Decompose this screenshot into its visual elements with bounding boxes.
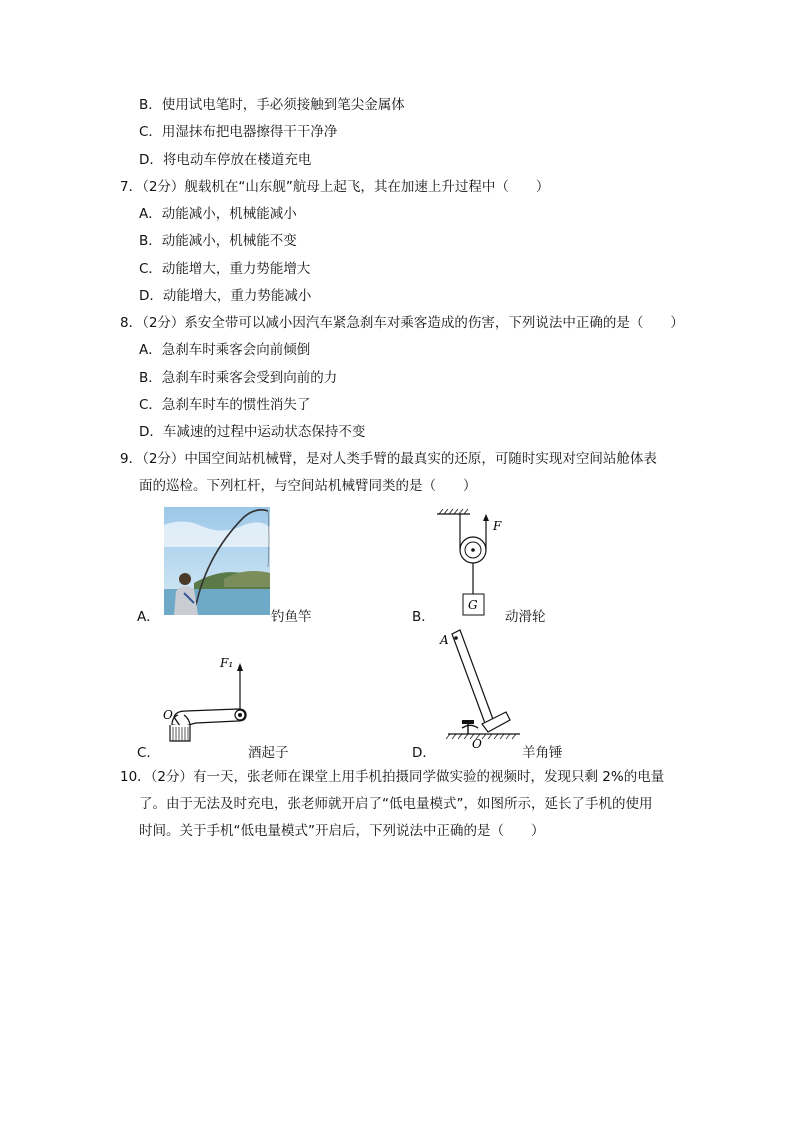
q8-option-a: A．急刹车时乘客会向前倾倒 (139, 342, 311, 358)
movable-pulley-diagram (432, 506, 512, 618)
q7-option-c: C．动能增大，重力势能增大 (139, 261, 311, 277)
q10-stem-line2: 了。由于无法及时充电，张老师就开启了“低电量模式”，如图所示，延长了手机的使用 (139, 796, 653, 812)
q9-choice-d-caption: 羊角锤 (522, 745, 563, 761)
q6-option-b: B．使用试电笔时，手必须接触到笔尖金属体 (139, 97, 405, 113)
q9-stem-line1: 9．（2分）中国空间站机械臂，是对人类手臂的最真实的还原，可随时实现对空间站舱体表 (120, 451, 657, 467)
q10-stem-line1: 10．（2分）有一天，张老师在课堂上用手机拍摄同学做实验的视频时，发现只剩 2%的电量 (120, 769, 665, 785)
q9-choice-c-caption: 酒起子 (248, 745, 289, 761)
pivot-label-o: O (163, 708, 173, 722)
q9-choice-c-letter: C． (137, 745, 160, 761)
force-label-f: F (493, 519, 502, 533)
q7-option-b: B．动能减小，机械能不变 (139, 233, 297, 249)
weight-label-g: G (468, 598, 478, 612)
q9-choice-b-letter: B． (412, 609, 435, 625)
q8-option-c: C．急刹车时车的惯性消失了 (139, 397, 311, 413)
q7-stem: 7．（2分）舰载机在“山东舰”航母上起飞，其在加速上升过程中（ ） (120, 179, 550, 195)
fishing-rod-photo (164, 507, 270, 615)
q8-option-b: B．急刹车时乘客会受到向前的力 (139, 370, 338, 386)
pivot-label-o: O (472, 737, 482, 748)
q9-stem-line2: 面的巡检。下列杠杆，与空间站机械臂同类的是（ ） (139, 478, 477, 494)
q8-stem: 8．（2分）系安全带可以减小因汽车紧急刹车对乘客造成的伤害，下列说法中正确的是（ ） (120, 315, 684, 331)
q9-choice-a-caption: 钓鱼竿 (271, 609, 312, 625)
q6-option-c: C．用湿抹布把电器擦得干干净净 (139, 124, 338, 140)
q9-choice-d-letter: D． (412, 745, 436, 761)
q7-option-a: A．动能减小，机械能减小 (139, 206, 297, 222)
q9-choice-a-letter: A． (137, 609, 160, 625)
q6-option-d: D．将电动车停放在楼道充电 (139, 152, 312, 168)
bottle-opener-diagram (160, 655, 255, 747)
point-label-a: A (440, 633, 449, 647)
q8-option-d: D．车减速的过程中运动状态保持不变 (139, 424, 366, 440)
q9-choice-b-caption: 动滑轮 (505, 609, 546, 625)
q10-stem-line3: 时间。关于手机“低电量模式”开启后，下列说法中正确的是（ ） (139, 823, 545, 839)
claw-hammer-diagram (432, 628, 524, 748)
q7-option-d: D．动能增大，重力势能减小 (139, 288, 312, 304)
force-label-f1: F₁ (220, 656, 234, 670)
